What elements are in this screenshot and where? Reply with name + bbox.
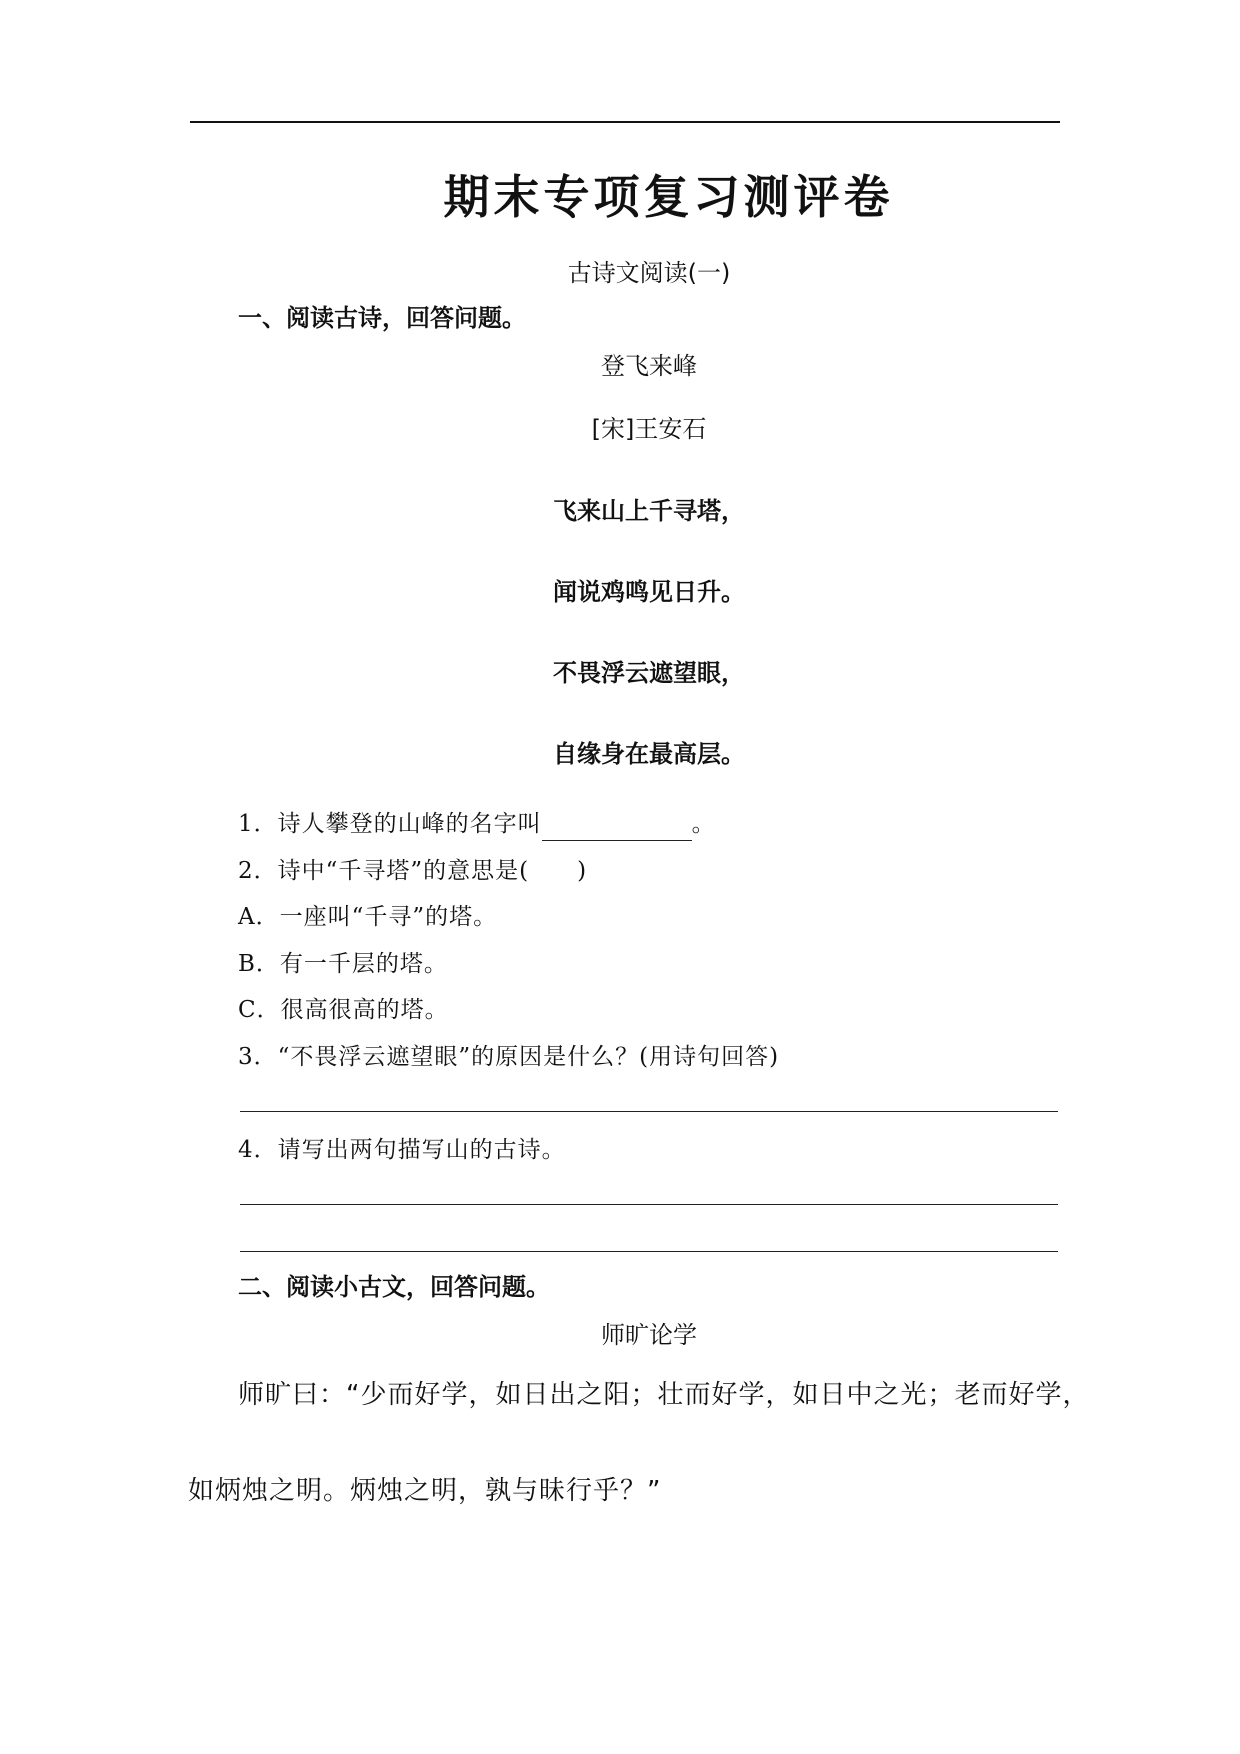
question-1-answer-blank[interactable] [542,814,692,841]
question-3-answer-line[interactable] [240,1111,1058,1112]
question-1-text: 1．诗人攀登的山峰的名字叫 [238,811,542,837]
page-title: 期末专项复习测评卷 [443,170,894,224]
question-2-option-a: A．一座叫“千寻”的塔。 [238,904,498,930]
question-2: 2．诗中“千寻塔”的意思是( ) [238,858,588,884]
page-subtitle: 古诗文阅读(一) [567,259,731,287]
classical-text-line-2: 如炳烛之明。炳烛之明，孰与昧行乎？” [188,1476,662,1506]
question-2-option-b: B．有一千层的塔。 [238,951,448,977]
poem-title: 登飞来峰 [601,352,697,380]
poem-author: [宋]王安石 [591,415,707,443]
section-1-heading: 一、阅读古诗，回答问题。 [238,304,526,332]
question-1-end: 。 [691,811,716,837]
classical-text-title: 师旷论学 [601,1321,697,1349]
question-3: 3．“不畏浮云遮望眼”的原因是什么？(用诗句回答) [238,1044,780,1070]
section-2-heading: 二、阅读小古文，回答问题。 [238,1273,550,1301]
poem-line-2: 闻说鸡鸣见日升。 [553,578,745,606]
classical-text-line-1: 师旷曰：“少而好学，如日出之阳；壮而好学，如日中之光；老而好学， [238,1380,1090,1410]
question-4: 4．请写出两句描写山的古诗。 [238,1137,566,1163]
question-4-answer-line-1[interactable] [240,1204,1058,1205]
header-rule [190,121,1060,123]
poem-line-1: 飞来山上千寻塔， [553,497,745,525]
question-4-answer-line-2[interactable] [240,1251,1058,1252]
question-2-option-c: C．很高很高的塔。 [238,997,449,1023]
question-1 [238,807,716,841]
poem-line-3: 不畏浮云遮望眼， [553,659,745,687]
poem-line-4: 自缘身在最高层。 [553,740,745,768]
